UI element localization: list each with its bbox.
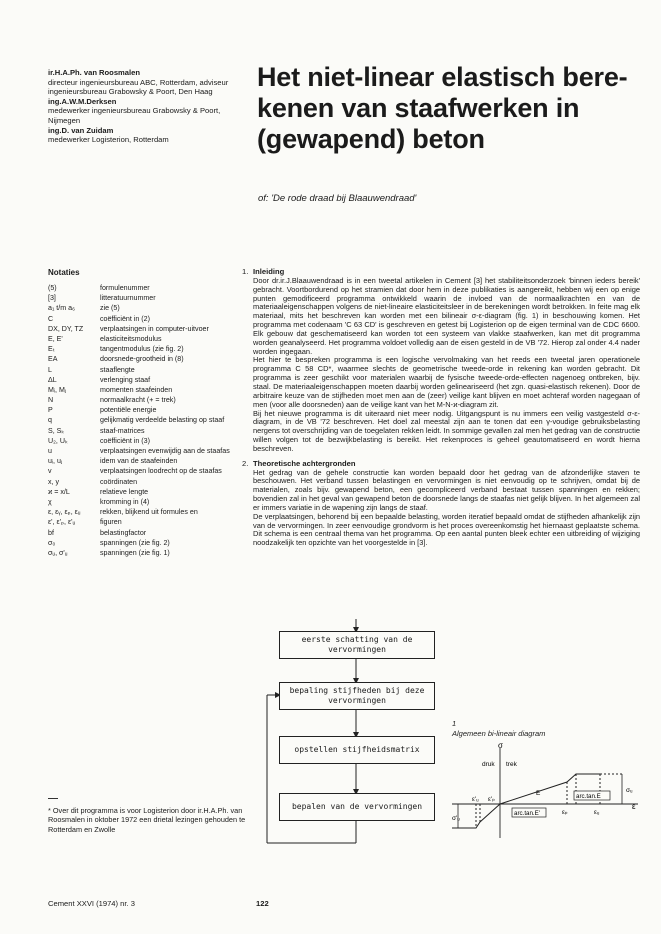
notation-description: kromming in (4) xyxy=(100,497,150,506)
notation-symbol: q xyxy=(48,416,52,425)
paragraph: Door dr.ir.J.Blaauwendraad is in een tweetal artikelen in Cement [3] het stabiliteitsonderzoek 'binnen ieders bereik' gebracht. Voortbordurend op het stramien dat door hem in deze publikaties is aangereikt, hebben wij een op enige punten gemodificeerd programma ontwikkeld waarin de invloed van de normaalkrachten en van de materiaaleigenschappen volgens de niet-lineaire elasticiteitsleer in de berekeningen wordt betrokken. In feite mag elk materiaal, mits het beschreven kan worden met een bilineair σ-ε-diagram (fig. 1) in beschouwing komen. Het programma met codenaam 'C 63 CD' is geschreven en getest bij Logisterion op de eigen terminal van de CDC 6600. Elk gebouw dat geschematiseerd kan worden tot een systeem van vlakke staafwerken, kan met dit programma worden geanalyseerd. Het programma voldoet volledig aan de eisen gesteld in de VB '72. Hierop zal onder 4.4 nader worden ingegaan. xyxy=(253,275,640,356)
footnote: * Over dit programma is voor Logisterion door ir.H.A.Ph. van Roosmalen in oktober 1972 een drietal lezingen gehouden te Rotterdam en Zwolle xyxy=(48,806,246,834)
notation-row xyxy=(48,498,240,507)
author-3 xyxy=(48,126,248,145)
notation-row xyxy=(48,427,240,436)
notation-symbol: EA xyxy=(48,355,58,364)
author-role: medewerker ingenieursbureau Grabowsky & Poort, Nijmegen xyxy=(48,106,221,125)
notation-row xyxy=(48,447,240,456)
notation-symbol: N xyxy=(48,396,54,405)
notation-heading: Notaties xyxy=(48,268,80,277)
flowchart xyxy=(265,617,445,847)
notation-symbol: v xyxy=(48,467,52,476)
paragraph: Bij het nieuwe programma is dit uiteraard niet meer nodig. Uitgangspunt is nu immers een veilig vastgesteld σ-ε-diagram, in de VB '72 beschreven. Het doel zal meestal zijn aan te tonen dat een γ-voudige gebruiksbelasting nergens tot overschrijding van de toegelaten rekken leidt. In sommige gevallen zal men het gedrag van de constructie willen volgen tot de bezwijkbelasting is bereikt. Het rekenproces is geheel geautomatiseerd en wordt hierna beschreven. xyxy=(253,408,640,453)
notation-description: staaflengte xyxy=(100,365,135,374)
notation-description: normaalkracht (+ = trek) xyxy=(100,396,176,405)
trek-label: trek xyxy=(506,761,517,768)
eps-axis-label: ε xyxy=(632,802,636,811)
notation-symbol: bf xyxy=(48,528,54,537)
notation-description: zie (5) xyxy=(100,304,120,313)
notation-row xyxy=(48,396,240,405)
footnote-divider xyxy=(48,798,58,799)
notation-description: verplaatsingen in computer-uitvoer xyxy=(100,324,209,333)
notation-description: tangentmodulus (zie fig. 2) xyxy=(100,345,184,354)
author-name: ing.D. van Zuidam xyxy=(48,125,114,135)
notation-description: rekken, blijkend uit formules en xyxy=(100,508,198,517)
notation-row xyxy=(48,467,240,476)
notation-symbol: (5) xyxy=(48,284,57,292)
notation-symbol: Mᵢ, Mⱼ xyxy=(48,385,67,394)
notation-symbol: Eₜ xyxy=(48,345,55,354)
notation-description: spanningen (zie fig. 1) xyxy=(100,548,170,557)
notation-symbol: u xyxy=(48,447,52,455)
notation-description: doorsnede-grootheid in (8) xyxy=(100,355,184,364)
notation-row xyxy=(48,345,240,354)
notation-description: coëfficiënt in (3) xyxy=(100,436,150,445)
notation-row xyxy=(48,416,240,425)
eps-u-label: εᵤ xyxy=(594,809,600,816)
notation-description: potentiële energie xyxy=(100,406,157,415)
notation-row xyxy=(48,335,240,344)
notation-description: litteratuurnummer xyxy=(100,294,156,303)
notation-symbol: χ xyxy=(48,497,52,506)
sigma-u-prime-label: σ'ᵤ xyxy=(452,815,460,822)
article-title: Het niet-linear elastisch bere-kenen van staafwerken in (gewapend) beton xyxy=(257,62,628,154)
notation-symbol: C xyxy=(48,314,54,323)
sigma-u-label: σᵤ xyxy=(626,787,633,794)
notation-description: momenten staafeinden xyxy=(100,385,173,394)
notation-description: gelijkmatig verdeelde belasting op staaf xyxy=(100,416,225,425)
paragraph: De verplaatsingen, behorend bij een bepaalde belasting, worden iteratief bepaald omdat de stijfheden afhankelijk zijn van de vervormingen. In zeer eenvoudige grondvorm is het proces overeenkomstig het hiernaast geplaatste schema. Dit schema is een centraal thema van het programma. Op een aantal punten bleek echter een uitbreiding of wijziging noodzakelijk ten opzichte van het voorgestelde in [3]. xyxy=(253,511,640,548)
author-2 xyxy=(48,97,248,126)
notation-row xyxy=(48,355,240,364)
notation-symbol: DX, DY, TZ xyxy=(48,324,84,333)
notation-row xyxy=(48,529,240,538)
notation-symbol: L xyxy=(48,365,52,374)
notation-row xyxy=(48,304,240,313)
notation-description: idem van de staafeinden xyxy=(100,457,178,466)
notation-symbol: [3] xyxy=(48,294,56,303)
notation-row xyxy=(48,457,240,466)
notation-row xyxy=(48,284,240,293)
arc-tan-e-prime-label: arc.tan.E' xyxy=(514,810,540,817)
eps-p-prime-label: ε'ₚ xyxy=(488,796,495,803)
flow-step-matrix: opstellen stijfheidsmatrix xyxy=(279,736,435,764)
author-1 xyxy=(48,68,248,97)
notation-description: elasticiteitsmodulus xyxy=(100,334,162,343)
flow-step-initial-estimate: eerste schatting van de vervormingen xyxy=(279,631,435,659)
page-number: 122 xyxy=(256,899,269,908)
notation-row xyxy=(48,437,240,446)
section-number: 2. xyxy=(242,458,249,468)
notation-description: relatieve lengte xyxy=(100,487,149,496)
notation-row xyxy=(48,315,240,324)
notation-symbol: uᵢ, uⱼ xyxy=(48,457,63,466)
notation-symbol: a₁ t/m a₆ xyxy=(48,304,75,313)
e-slope-label: E xyxy=(536,790,541,797)
notation-row xyxy=(48,549,240,558)
section-title: Theoretische achtergronden xyxy=(253,458,356,468)
notation-symbol: E, E' xyxy=(48,334,63,343)
notation-symbol: P xyxy=(48,406,53,415)
notation-row xyxy=(48,478,240,487)
section-number: 1. xyxy=(242,267,249,276)
author-block xyxy=(48,68,248,145)
notation-row xyxy=(48,366,240,375)
eps-u-prime-label: ε'ᵤ xyxy=(472,796,479,803)
author-role: directeur ingenieursbureau ABC, Rotterdam, adviseur ingenieursbureau Grabowsky & Poort, Den Haag xyxy=(48,77,229,97)
notation-row xyxy=(48,376,240,385)
author-role: medewerker Logisterion, Rotterdam xyxy=(48,135,169,145)
notation-symbol: ε, εᵧ, εₚ, εᵤ xyxy=(48,508,81,517)
notation-symbol: σ₀ xyxy=(48,538,56,547)
article-subtitle: of: 'De rode draad bij Blaauwendraad' xyxy=(258,193,417,204)
notation-description: verplaatsingen loodrecht op de staafas xyxy=(100,467,222,476)
notation-symbol: σᵤ, σ'ᵤ xyxy=(48,548,68,557)
figure-1-caption-block xyxy=(452,719,545,738)
notation-symbol: x, y xyxy=(48,477,60,486)
paragraph: Het hier te bespreken programma is een logische vervolmaking van het reeds een tweetal jaren operationele programma C 58 CD*, waarmee slechts de geometrische tweede-orde in rekening kan worden gebracht. Dit programma is zeer geschikt voor materialen waarbij de fysische tweede-orde-effecten nagenoeg ontbreken, bijv. staal. De materiaaleigenschappen moeten daarbij worden gelineariseerd (het zgn. quasi-elastisch rekenen). Door de arbitraire keuze van de stijfheden moet men aan de (zeer) veilige kant blijven en moet achteraf worden nagegaan of men (voor alle doorsneden) aan de veilige kant van het M-N-ϰ-diagram zit. xyxy=(253,355,640,409)
notation-description: verlenging staaf xyxy=(100,375,151,384)
druk-label: druk xyxy=(482,761,495,768)
notation-symbol: U₂, Uₖ xyxy=(48,436,68,445)
notation-row xyxy=(48,406,240,415)
notation-list xyxy=(48,284,240,559)
notation-row xyxy=(48,508,240,517)
notation-description: coördinaten xyxy=(100,477,138,486)
notation-symbol: ε', ε'ₚ, ε'ᵤ xyxy=(48,518,76,527)
figure-caption: Algemeen bi-lineair diagram xyxy=(452,728,546,738)
notation-row xyxy=(48,386,240,395)
section-1 xyxy=(242,268,640,454)
eps-p-label: εₚ xyxy=(562,809,568,816)
section-title: Inleiding xyxy=(253,267,285,276)
bilinear-diagram xyxy=(452,742,642,842)
main-text xyxy=(242,268,640,554)
notation-symbol: S, Sₖ xyxy=(48,426,65,435)
author-name: ir.H.A.Ph. van Roosmalen xyxy=(48,68,140,77)
notation-row xyxy=(48,539,240,548)
notation-description: spanningen (zie fig. 2) xyxy=(100,538,170,547)
arc-tan-e-label: arc.tan.E xyxy=(576,793,601,800)
notation-description: coëfficiënt in (2) xyxy=(100,314,150,323)
notation-symbol: ΔL xyxy=(48,375,57,384)
flow-step-stiffness: bepaling stijfheden bij deze vervormingen xyxy=(279,682,435,710)
figure-number: 1 xyxy=(452,719,457,728)
flow-step-deformations: bepalen van de vervormingen xyxy=(279,793,435,821)
notation-description: belastingfactor xyxy=(100,528,147,537)
notation-description: formulenummer xyxy=(100,284,150,292)
notation-row xyxy=(48,488,240,497)
journal-footer: Cement XXVI (1974) nr. 3 xyxy=(48,899,135,908)
notation-description: staaf-matrices xyxy=(100,426,145,435)
notation-row xyxy=(48,518,240,527)
notation-row xyxy=(48,325,240,334)
sigma-axis-label: σ xyxy=(498,742,503,750)
notation-description: verplaatsingen evenwijdig aan de staafas xyxy=(100,447,230,455)
paragraph: Het gedrag van de gehele constructie kan worden bepaald door het gedrag van de afzonderlijke staven te beschouwen. Het verband tussen belastingen en vervormingen is niet eenvoudig op te schrijven, omdat bij de materialen, zoals bijv. gewapend beton, een gecompliceerd verband bestaat tussen spanningen en rekken; bovendien zal in het geval van gewapend beton de doorsnede langs de staafas niet gelijk blijven. In het algemeen zal er immers variatie in de wapening zijn langs de staaf. xyxy=(253,467,640,512)
notation-description: figuren xyxy=(100,518,122,527)
notation-symbol: ϰ = x/L xyxy=(48,487,70,496)
author-name: ing.A.W.M.Derksen xyxy=(48,96,117,106)
notation-row xyxy=(48,294,240,303)
section-2 xyxy=(242,460,640,548)
